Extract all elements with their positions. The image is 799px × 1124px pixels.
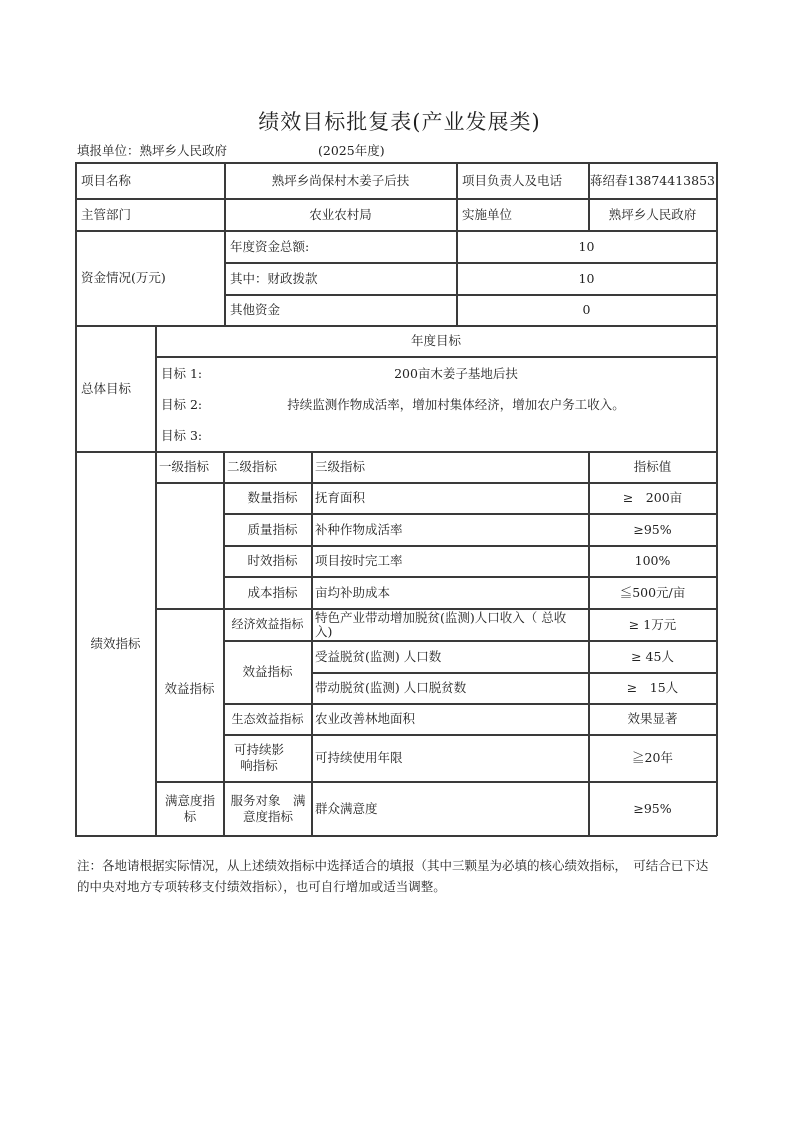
table-border-bottom <box>75 835 717 837</box>
funds-other-label: 其他资金 <box>230 302 281 318</box>
level2-satisfaction: 服务对象 满意度指标 <box>230 792 306 824</box>
level2-social: 效益指标 <box>242 664 293 680</box>
goals-label: 总体目标 <box>81 380 132 396</box>
contact-label: 项目负责人及电话 <box>462 172 563 188</box>
goal-1-label: 目标 1: <box>161 365 203 381</box>
department-value: 农业农村局 <box>309 206 372 222</box>
level2-cost: 成本指标 <box>247 584 298 600</box>
footnote: 注：各地请根据实际情况，从上述绩效指标中选择适合的填报（其中三颗星为必填的核心绩效指标， 可结合已下达的中央对地方专项转移支付绩效指标），也可自行增加或适当调整。 <box>77 858 709 894</box>
value-forest-area: 效果显著 <box>627 711 678 727</box>
goal-2-label: 目标 2: <box>161 396 203 412</box>
funds-total-label: 年度资金总额: <box>230 238 310 254</box>
goal-3-text <box>236 420 676 451</box>
level2-economic: 经济效益指标 <box>231 617 304 631</box>
funds-total-value: 10 <box>578 238 595 254</box>
goal-1-text: 200亩木姜子基地后扶 <box>394 365 518 381</box>
funds-fiscal-value: 10 <box>578 270 595 286</box>
level3-service-life: 可持续使用年限 <box>315 750 403 766</box>
level2-ecological: 生态效益指标 <box>231 711 304 726</box>
level3-forest-area: 农业改善林地面积 <box>315 711 416 727</box>
project-name-label: 项目名称 <box>81 172 132 188</box>
level3-poverty-exit: 带动脱贫(监测) 人口脱贫数 <box>315 680 467 696</box>
value-income-increase: ≥ 1万元 <box>628 616 677 632</box>
funds-fiscal-label: 其中：财政拨款 <box>230 270 318 286</box>
level3-public-satisfaction: 群众满意度 <box>315 800 378 816</box>
implementer-value: 熟坪乡人民政府 <box>608 206 697 222</box>
value-public-satisfaction: ≥95% <box>633 800 672 816</box>
value-completion-rate: 100% <box>634 553 671 569</box>
header-value: 指标值 <box>633 459 672 475</box>
level3-subsidy-cost: 亩均补助成本 <box>315 584 391 600</box>
header-level1: 一级指标 <box>159 459 210 475</box>
level3-survival-rate: 补种作物成活率 <box>315 521 403 537</box>
goal-3-label: 目标 3: <box>161 427 203 443</box>
level3-completion-rate: 项目按时完工率 <box>315 553 403 569</box>
goal-2-text: 持续监测作物成活率，增加村集体经济，增加农户务工收入。 <box>287 396 625 412</box>
level3-beneficiaries: 受益脱贫(监测) 人口数 <box>315 648 442 664</box>
value-nurture-area: ≥ 200亩 <box>622 490 683 506</box>
level2-timeliness: 时效指标 <box>247 553 298 569</box>
value-subsidy-cost: ≦500元/亩 <box>619 584 686 600</box>
department-label: 主管部门 <box>81 206 132 222</box>
implementer-label: 实施单位 <box>462 206 513 222</box>
value-service-life: ≧20年 <box>632 750 673 766</box>
level1-satisfaction: 满意度指标 <box>164 792 215 824</box>
fill-unit: 填报单位：熟坪乡人民政府 <box>77 143 228 158</box>
header-level2: 二级指标 <box>227 459 278 475</box>
level3-nurture-area: 抚育面积 <box>315 490 366 506</box>
level2-quantity: 数量指标 <box>247 490 298 506</box>
value-survival-rate: ≥95% <box>633 521 672 537</box>
document-title: 绩效目标批复表(产业发展类) <box>258 110 541 134</box>
value-poverty-exit: ≥ 15人 <box>626 680 679 696</box>
level1-benefit: 效益指标 <box>164 681 215 697</box>
annual-goals-header: 年度目标 <box>410 333 461 349</box>
funds-label: 资金情况(万元) <box>81 270 166 286</box>
contact-value: 蒋绍春13874413853 <box>590 172 715 188</box>
level3-income-increase: 特色产业带动增加脱贫(监测)人口收入（ 总收入) <box>315 610 567 639</box>
level2-sustainable: 可持续影响指标 <box>233 742 284 773</box>
level2-quality: 质量指标 <box>247 521 298 537</box>
funds-other-value: 0 <box>582 302 591 318</box>
value-beneficiaries: ≥ 45人 <box>631 648 674 664</box>
indicators-label: 绩效指标 <box>90 635 141 651</box>
fiscal-year: (2025年度) <box>318 143 385 158</box>
header-level3: 三级指标 <box>315 459 366 475</box>
project-name-value: 熟坪乡尚保村木姜子后扶 <box>271 172 410 188</box>
